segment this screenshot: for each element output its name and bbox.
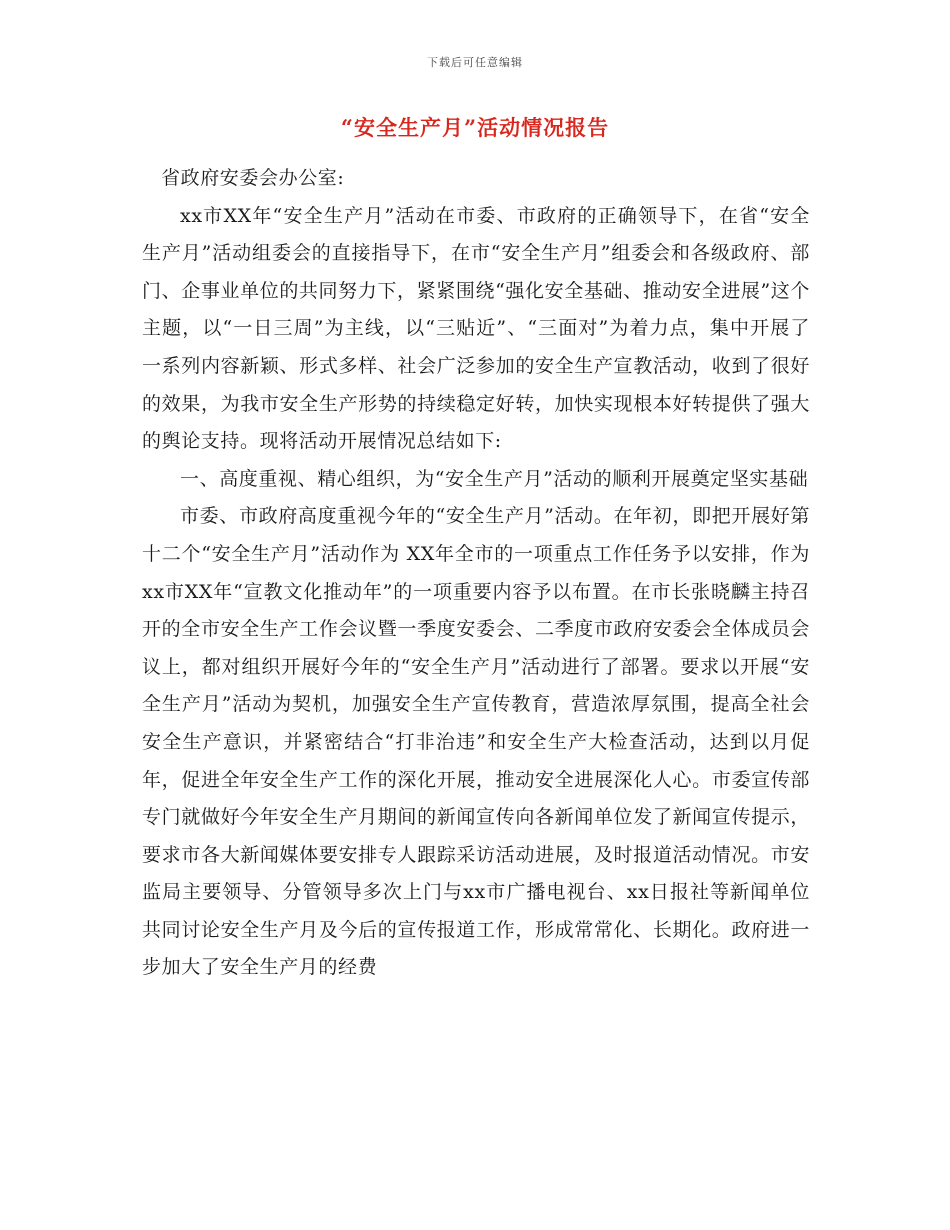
document-title: “安全生产月”活动情况报告 <box>340 115 610 140</box>
document-body <box>142 160 810 987</box>
salutation: 省政府安委会办公室: <box>161 167 345 189</box>
paragraph-intro: xx市XX年“安全生产月”活动在市委、市政府的正确领导下，在省“安全生产月”活动组委会的直接指导下，在市“安全生产月”组委会和各级政府、部门、企事业单位的共同努力下，紧紧围绕“强化安全基础、推动安全进展”这个主题，以“一日三周”为主线，以“三贴近”、“三面对”为着力点，集中开展了一系列内容新颖、形式多样、社会广泛参加的安全生产宣教活动，收到了很好的效果，为我市安全生产形势的持续稳定好转，加快实现根本好转提供了强大的舆论支持。现将活动开展情况总结如下: <box>142 204 810 453</box>
paragraph-section-1: 市委、市政府高度重视今年的“安全生产月”活动。在年初，即把开展好第十二个“安全生产月”活动作为 XX年全市的一项重点工作任务予以安排，作为xx市XX年“宣教文化推动年”的一项重要内容予以布置。在市长张晓麟主持召开的全市安全生产工作会议暨一季度安委会、二季度市政府安委会全体成员会议上，都对组织开展好今年的“安全生产月”活动进行了部署。要求以开展“安全生产月”活动为契机，加强安全生产宣传教育，营造浓厚氛围，提高全社会安全生产意识，并紧密结合“打非治违”和安全生产大检查活动，达到以月促年，促进全年安全生产工作的深化开展，推动安全进展深化人心。市委宣传部专门就做好今年安全生产月期间的新闻宣传向各新闻单位发了新闻宣传提示，要求市各大新闻媒体要安排专人跟踪采访活动进展，及时报道活动情况。市安监局主要领导、分管领导多次上门与xx市广播电视台、xx日报社等新闻单位共同讨论安全生产月及今后的宣传报道工作，形成常常化、长期化。政府进一步加大了安全生产月的经费 <box>142 505 810 979</box>
section-heading-1: 一、高度重视、精心组织，为“安全生产月”活动的顺利开展奠定坚实基础 <box>180 467 809 490</box>
header-note: 下载后可任意编辑 <box>427 56 523 69</box>
